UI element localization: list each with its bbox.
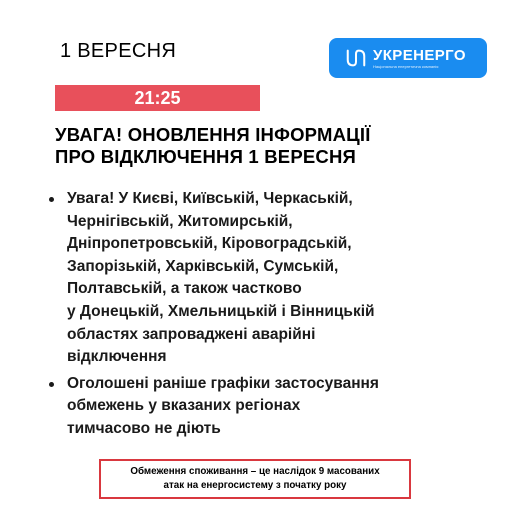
time-label: 21:25 [134, 87, 181, 108]
note-line: атак на енергосистему з початку року [163, 480, 347, 491]
note-line: Обмеження споживання – це наслідок 9 масованих [130, 466, 380, 477]
bullet-item [45, 373, 455, 441]
logo-subtitle: Національна енергетична компанія [373, 63, 439, 69]
headline [55, 124, 495, 168]
headline-line: ПРО ВІДКЛЮЧЕННЯ 1 ВЕРЕСНЯ [55, 146, 357, 167]
bullet-line: обмежень у вказаних регіонах [67, 397, 301, 415]
logo-name: УКРЕНЕРГО [373, 46, 466, 64]
bullet-dot-icon [49, 197, 54, 202]
bullet-item [45, 188, 455, 369]
ukrenergo-mark-icon [345, 47, 367, 69]
headline-line: УВАГА! ОНОВЛЕННЯ ІНФОРМАЦІЇ [55, 124, 371, 145]
bullet-list [45, 188, 455, 441]
bullet-dot-icon [49, 382, 54, 387]
bullet-line: у Донецькій, Хмельницькій і Вінницькій [67, 302, 375, 320]
bullet-line: Дніпропетровській, Кіровоградській, [67, 235, 352, 253]
bullet-line: Запорізькій, Харківській, Сумській, [67, 257, 339, 275]
bullet-line: Увага! У Києві, Київській, Черкаській, [67, 190, 353, 207]
note-box [99, 459, 411, 499]
bullet-line: Чернігівській, Житомирській, [67, 212, 293, 230]
bullet-line: тимчасово не діють [67, 419, 221, 437]
bullet-line: Оголошені раніше графіки застосування [67, 374, 379, 392]
time-bar [55, 85, 260, 111]
ukrenergo-logo [329, 38, 487, 78]
date-label: 1 ВЕРЕСНЯ [60, 40, 177, 62]
bullet-line: відключення [67, 348, 167, 366]
bullet-line: Полтавській, а також частково [67, 280, 302, 298]
bullet-line: областях запроваджені аварійні [67, 325, 316, 343]
